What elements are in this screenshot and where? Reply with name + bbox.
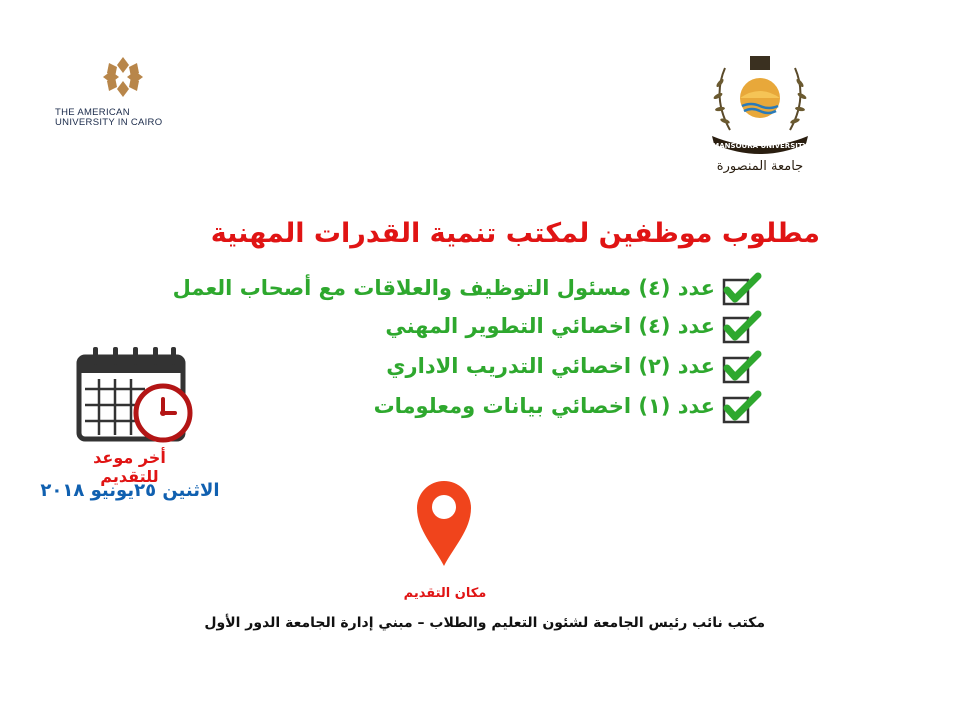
application-place-label: مكان التقديم [403, 586, 487, 601]
application-place-address: مكتب نائب رئيس الجامعة لشئون التعليم والطلاب – مبني إدارة الجامعة الدور الأول [204, 615, 765, 631]
checkmark-box-icon [722, 272, 762, 308]
requirement-item: عدد (٤) مسئول التوظيف والعلاقات مع أصحاب العمل [172, 276, 715, 300]
page-title: مطلوب موظفين لمكتب تنمية القدرات المهنية [210, 218, 820, 249]
auc-logo-text [55, 108, 205, 128]
requirement-item: عدد (٢) اخصائي التدريب الاداري [386, 354, 715, 378]
auc-text-line2: UNIVERSITY IN CAIRO [55, 117, 163, 128]
calendar-clock-icon [75, 345, 205, 450]
map-pin-icon [415, 478, 473, 568]
auc-text-line1: THE AMERICAN [55, 107, 130, 118]
checkmark-box-icon [722, 350, 762, 386]
deadline-label: أخر موعد للتقديم [93, 448, 166, 486]
deadline-date: الاثنين ٢٥يونيو ٢٠١٨ [40, 480, 220, 501]
mansoura-university-logo [690, 48, 830, 178]
checkmark-box-icon [722, 310, 762, 346]
requirement-item: عدد (١) اخصائي بيانات ومعلومات [373, 394, 715, 418]
checkmark-box-icon [722, 390, 762, 426]
svg-text:جامعة المنصورة: جامعة المنصورة [716, 159, 804, 174]
requirement-item: عدد (٤) اخصائي التطوير المهني [385, 314, 715, 338]
svg-text:MANSOURA UNIVERSITY: MANSOURA UNIVERSITY [712, 142, 808, 150]
